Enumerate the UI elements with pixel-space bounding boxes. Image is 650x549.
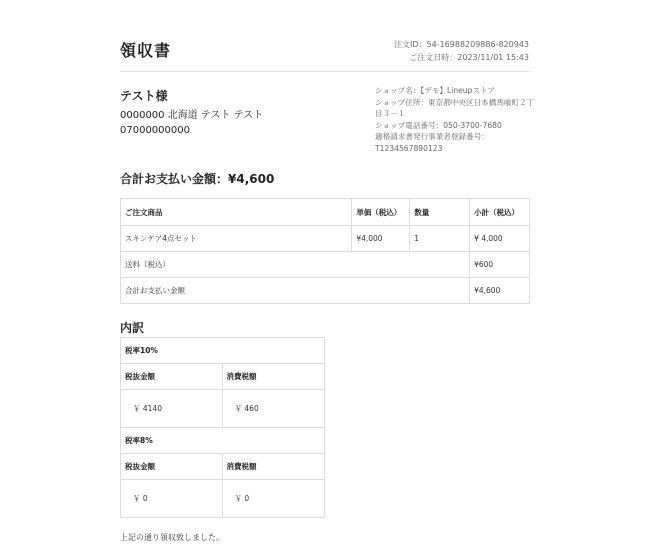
shop-invoice-number: T1234567890123 <box>375 143 443 153</box>
item-subtotal: ¥ 4,000 <box>470 226 530 252</box>
tax-amount-label: 消費税額 <box>222 454 325 480</box>
tax-rate-10-label: 税率10% <box>121 338 325 364</box>
total-row <box>121 278 530 304</box>
customer-address: 0000000 北海道 テスト テスト <box>120 110 264 121</box>
breakdown-title: 内訳 <box>120 321 145 335</box>
total-heading: 合計お支払い金額：¥4,600 <box>120 172 275 186</box>
shipping-row <box>121 252 530 278</box>
shipping-value: ¥600 <box>470 252 530 278</box>
shop-info <box>375 85 535 154</box>
total-value: ¥4,600 <box>470 278 530 304</box>
shipping-label: 送料（税込） <box>121 252 470 278</box>
tax-excl-value: ￥ 0 <box>121 480 223 518</box>
order-id: 注文ID：54-16988209886-820943 <box>394 40 529 49</box>
items-header-row <box>121 199 530 226</box>
tax-excl-label: 税抜金額 <box>121 454 223 480</box>
shop-name: ショップ名：【デモ】Lineupストア <box>375 86 495 95</box>
tax-amount-value: ￥ 0 <box>222 480 325 518</box>
customer-name: テスト様 <box>120 89 168 103</box>
table-row <box>121 226 530 252</box>
tax-rate-8-label: 税率8% <box>121 428 325 454</box>
header-divider <box>120 71 530 72</box>
tax-amount-value: ￥ 460 <box>222 390 324 428</box>
order-date: ご注文日時：2023/11/01 15:43 <box>409 53 529 62</box>
item-qty: 1 <box>410 226 470 252</box>
col-header-qty: 数量 <box>410 199 470 226</box>
shop-address: ショップ住所：東京都中央区日本橋馬喰町２丁目３－１ <box>375 97 535 118</box>
page-title: 領収書 <box>120 41 172 60</box>
customer-contact <box>120 108 263 138</box>
tax-amount-label: 消費税額 <box>222 364 324 390</box>
item-name: スキンケア4点セット <box>121 226 352 252</box>
items-table <box>120 198 530 304</box>
tax-rate-10-table <box>120 337 325 428</box>
col-header-subtotal: 小計（税込） <box>470 199 530 226</box>
total-label: 合計お支払い金額 <box>121 278 470 304</box>
item-price: ¥4,000 <box>352 226 410 252</box>
shop-invoice-label: 適格請求書発行事業者登録番号： <box>375 132 489 141</box>
tax-excl-label: 税抜金額 <box>121 364 223 390</box>
shop-phone: ショップ電話番号：050-3700-7680 <box>375 120 502 130</box>
tax-excl-value: ￥ 4140 <box>121 390 223 428</box>
order-meta <box>394 38 529 64</box>
customer-phone: 07000000000 <box>120 125 190 136</box>
tax-rate-8-table <box>120 427 325 518</box>
col-header-product: ご注文商品 <box>121 199 352 226</box>
col-header-price: 単価（税込） <box>352 199 410 226</box>
footer-note: 上記の通り領収致しました。 <box>120 533 224 542</box>
